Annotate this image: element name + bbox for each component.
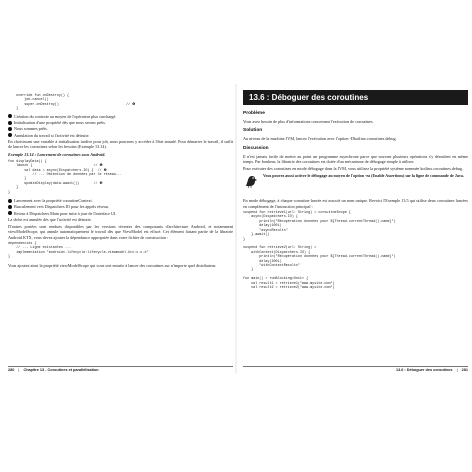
heading-discussion: Discussion bbox=[243, 145, 269, 151]
paragraph: Pour exécuter des coroutines en mode débogage dans la JVM, vous utilisez la propriété système nommée kotlinx.coroutines.debug. bbox=[243, 166, 464, 172]
tip-text: Vous pouvez aussi activer le débogage au moyen de l'option -ea (Enable Assertions) sur la ligne de commande de Java. bbox=[263, 173, 464, 179]
callout-1-icon bbox=[8, 114, 12, 118]
paragraph: En choisissant une variable à initialisation tardive pour job, nous pourrons y accéder à l'état annulé. Pour démarrer le travail, il suffit de lancer les coroutines selon les besoins (Exemple 13.14). bbox=[8, 138, 233, 150]
code-listing-dependencies: dependencies { // ... Ligne existantes ... implementation "androidx.lifecycle:lifecycle-viewmodel-ktx:x.x.x" } bbox=[8, 242, 149, 260]
running-head: Chapitre 13 - Coroutines et parallélisation bbox=[23, 368, 99, 372]
example-caption: Exemple 13.14 : Lancement de coroutines sous Android. bbox=[8, 152, 106, 158]
heading-solution: Solution bbox=[243, 128, 263, 134]
paragraph: Il n'est jamais facile de mettre au point un programme asynchrone parce que souvent plusieurs opérations s'y déroulent en même temps. Par bonheur, la librairie des coroutines est dotée d'un mécanisme de débogage simple à utiliser. bbox=[243, 153, 468, 164]
callout-item: Création du contexte au moyen de l'opérateur plus surchargé. bbox=[8, 114, 233, 119]
book-spread bbox=[4, 84, 468, 374]
book-gutter bbox=[235, 84, 237, 374]
callout-1-icon bbox=[8, 199, 12, 203]
callout-item: Nous sommes prêts. bbox=[8, 126, 233, 131]
bird-icon bbox=[243, 173, 259, 194]
right-page bbox=[243, 84, 468, 374]
tip-note bbox=[243, 173, 468, 194]
paragraph: D'autres portées sont rendues disponibles par les versions récentes des composants d'architecture Android, et notamment viewModelScope, qui annule automatiquement le travail dès que ViewModel est effacé. Cet élément faisant partie de la librairie Android KTX, vous devez ajouter la dépendance appropriée dans votre fichier de construction : bbox=[8, 224, 233, 240]
callout-3-icon bbox=[8, 127, 12, 131]
section-title: 13.6 : Déboguer des coroutines bbox=[243, 90, 468, 105]
callout-4-icon bbox=[8, 133, 12, 137]
paragraph: Au niveau de la machine JVM, lancez l'exécution avec l'option -Dkotlinx.coroutines.debug. bbox=[243, 136, 397, 142]
callout-marker: // ❹ bbox=[126, 103, 136, 107]
callout-item: Retour à Dispatchers.Main pour mise à jour de l'interface UI. bbox=[8, 211, 233, 216]
code-listing-displaydata: fun displayData() { launch { // ❶ val data = async(Dispatchers.IO) { // ❷ // ... Obtention de données par le réseau... } updateDisplay(data.await()) // ❸ } } bbox=[8, 159, 122, 195]
callout-item: Annulation du travail si l'activité est détruite. bbox=[8, 133, 233, 138]
callout-item: Basculement vers Dispatchers.IO pour les appels réseau. bbox=[8, 204, 233, 209]
heading-problem: Problème bbox=[243, 111, 265, 116]
paragraph: Vous ajoutez ainsi la propriété viewModelScope qui vous sert ensuite à lancer des coroutines sur n'importe quel distributeur. bbox=[8, 262, 217, 268]
left-page bbox=[8, 84, 233, 374]
paragraph: En mode débogage, à chaque coroutine lancée est associé un nom unique. Revoici l'Exemple 13.5 qui utilise deux coroutines lancées en complément de l'instruction principal : bbox=[243, 198, 468, 209]
callout-3-icon bbox=[8, 211, 12, 215]
code-listing-ondestroy: override fun onDestroy() { job.cancel() super.onDestroy() } bbox=[16, 94, 70, 112]
paragraph: La tâche est annulée dès que l'activité est détruite. bbox=[8, 216, 92, 222]
callout-item: Initialisation d'une propriété dès que nous serons prêts. bbox=[8, 120, 233, 125]
callout-item: Lancement avec la propriété coroutineContext. bbox=[8, 198, 233, 203]
page-footer: 13.6 : Déboguer des coroutines | 281 bbox=[243, 366, 468, 374]
paragraph: Vous avez besoin de plus d'informations concernant l'exécution de coroutines. bbox=[243, 119, 374, 124]
page-number: 280 bbox=[8, 368, 15, 372]
page-number: 281 bbox=[461, 368, 468, 372]
code-listing-retrieve: suspend fun retrieve1(url: String) = coroutineScope { async(Dispatchers.IO) { println("Récupération données pour ${Thread.currentThread().name}") delay(100L) "asyncResults" }.await() } suspend fun retrieve2(url: String) = withContext(Dispatchers.IO) { println("Récupération données pour ${Thread.currentThread().name}") delay(200L) "withContextResults" } fun main() = runBlocking<Unit> { val result1 = retrieve1("www.mysite.com") val result2 = retrieve2("www.mysite.com") bbox=[243, 211, 396, 290]
running-head: 13.6 : Déboguer des coroutines bbox=[395, 368, 453, 372]
page-footer: 280 | Chapitre 13 - Coroutines et parallélisation bbox=[8, 366, 233, 374]
callout-2-icon bbox=[8, 121, 12, 125]
callout-2-icon bbox=[8, 205, 12, 209]
